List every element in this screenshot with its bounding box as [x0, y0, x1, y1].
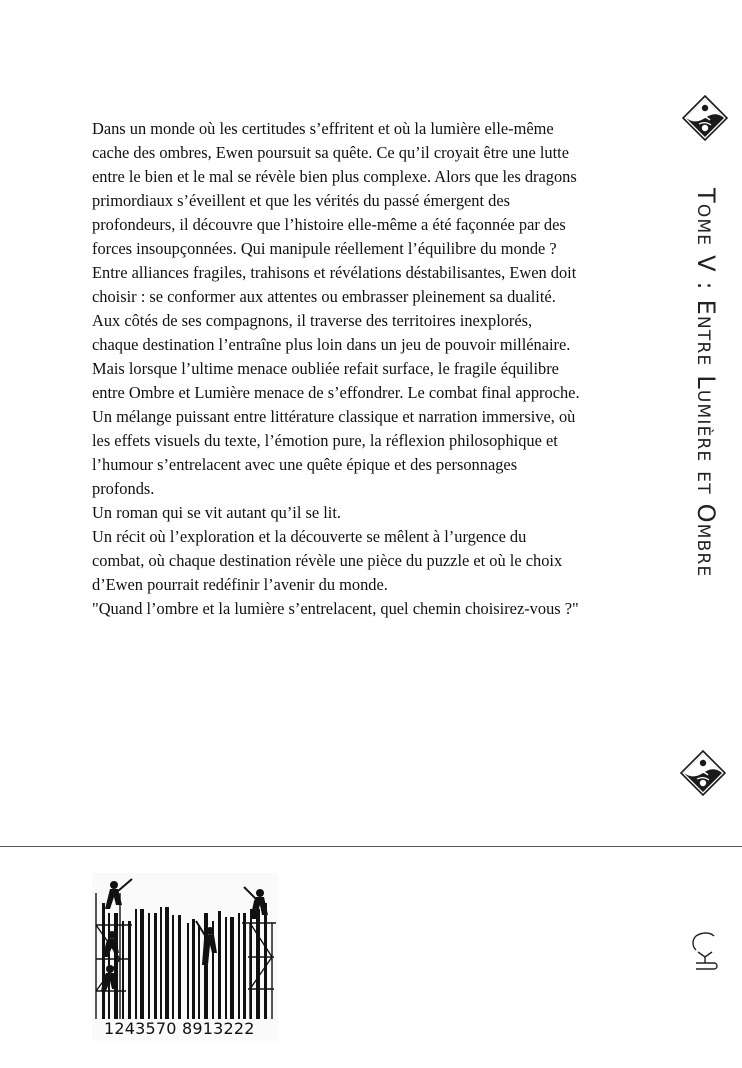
synopsis-paragraph: "Quand l’ombre et la lumière s’entrelacent, quel chemin choisirez-vous ?"	[92, 599, 579, 618]
synopsis-paragraph: Mais lorsque l’ultime menace oubliée refait surface, le fragile équilibre entre Ombre et Lumière menace de s’effondrer. Le combat final approche.	[92, 359, 580, 402]
yin-yang-diamond-icon	[680, 750, 726, 796]
synopsis-paragraph: Dans un monde où les certitudes s’effritent et où la lumière elle-même cache des ombres, Ewen poursuit sa quête. Ce qu’il croyait être une lutte entre le bien et le mal se révèle bien plus complexe. Alors que les dragons primordiaux s’éveillent et que les vérités du passé émergent des profondeurs, il découvre que l’histoire elle-même a été façonnée par des forces insoupçonnées. Qui manipule réellement l’équilibre du monde ? Entre alliances fragiles, trahisons et révélations déstabilisantes, Ewen doit choisir : se conformer aux attentes ou embrasser pleinement sa dualité.	[92, 119, 577, 306]
synopsis-paragraph: Un mélange puissant entre littérature classique et narration immersive, où les effets visuels du texte, l’émotion pure, la réflexion philosophique et l’humour s’entrelacent avec une quête épique et des personnages profonds.	[92, 407, 576, 498]
synopsis-paragraph: Un récit où l’exploration et la découverte se mêlent à l’urgence du combat, où chaque destination révèle une pièce du puzzle et où le choix d’Ewen pourrait redéfinir l’avenir du monde.	[92, 527, 563, 594]
barcode-with-workers-icon	[92, 873, 278, 1041]
yin-yang-diamond-icon	[682, 95, 728, 141]
barcode-number: 1243570 8913222	[104, 1019, 255, 1038]
synopsis-paragraph: Aux côtés de ses compagnons, il traverse des territoires inexplorés, chaque destination l’entraîne plus loin dans un jeu de pouvoir millénaire.	[92, 311, 571, 354]
back-cover-synopsis	[92, 117, 582, 621]
spine-title: Tome V : Entre Lumière et Ombre	[692, 188, 720, 578]
cover-divider-line	[0, 846, 742, 847]
publisher-monogram-icon	[688, 930, 722, 970]
synopsis-paragraph: Un roman qui se vit autant qu’il se lit.	[92, 503, 342, 522]
